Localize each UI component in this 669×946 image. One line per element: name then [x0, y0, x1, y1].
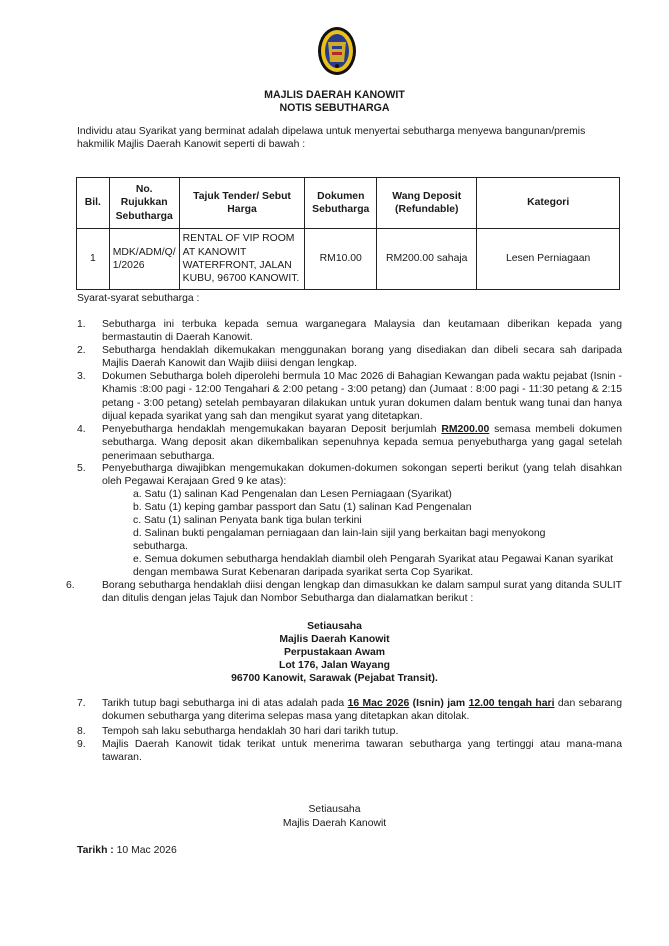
header-category: Kategori [477, 178, 620, 229]
address-line-4: Lot 176, Jalan Wayang [278, 660, 391, 671]
table-row [77, 229, 620, 290]
cell-document: RM10.00 [305, 229, 377, 290]
cell-deposit: RM200.00 sahaja [377, 229, 477, 290]
closing-date: 16 Mac 2026 [347, 698, 410, 709]
signoff-title: Setiausaha [308, 804, 361, 815]
condition-text: Tempoh sah laku sebutharga hendaklah 30 hari dari tarikh tutup. [102, 726, 399, 737]
cell-ref: MDK/ADM/Q/ 1/2026 [109, 229, 179, 290]
sub-item-e: e. Semua dokumen sebutharga hendaklah diambil oleh Pengarah Syarikat atau Pegawai Kanan syarikat dengan membawa Surat Kebenaran daripada syarikat serta Cop Syarikat. [133, 554, 614, 579]
address-line-1: Setiausaha [307, 621, 362, 632]
sub-item-b: b. Satu (1) keping gambar passport dan Satu (1) salinan Kad Pengenalan [133, 502, 472, 513]
condition-text: Penyebutharga diwajibkan mengemukakan dokumen-dokumen sokongan seperti berikut (yang telah disahkan oleh Pegawai Kerajaan Gred 9 ke atas): [102, 463, 622, 488]
condition-number: 1. [77, 319, 86, 330]
address-line-2: Majlis Daerah Kanowit [279, 634, 390, 645]
condition-text: Penyebutharga hendaklah mengemukakan bayaran Deposit berjumlah RM200.00 semasa membeli dokumen sebutharga. Wang deposit akan dikembalikan sepenuhnya kepada semua penyebutharga yang gagal setelah penerimaan sebutharga. [102, 424, 622, 462]
header-ref: No. Rujukkan Sebutharga [109, 178, 179, 229]
condition-text: Majlis Daerah Kanowit tidak terikat untuk menerima tawaran sebutharga yang tertinggi atau mana-mana tawaran. [102, 739, 622, 764]
condition-number: 6. [66, 580, 75, 591]
condition-text: Tarikh tutup bagi sebutharga ini di atas adalah pada 16 Mac 2026 (Isnin) jam 12.00 tengah hari dan sebarang dokumen sebutharga yang diterima selepas masa yang ditetapkan akan ditolak. [102, 698, 622, 723]
notice-title: NOTIS SEBUTHARGA [279, 102, 390, 114]
condition-text: Borang sebutharga hendaklah diisi dengan lengkap dan dimasukkan ke dalam sampul surat yang ditanda SULIT dan ditulis dengan jelas Tajuk dan Nombor Sebutharga dan dialamatkan berikut : [102, 580, 622, 605]
header-deposit: Wang Deposit (Refundable) [377, 178, 477, 229]
conditions-heading: Syarat-syarat sebutharga : [77, 293, 200, 304]
condition-number: 9. [77, 739, 86, 750]
sub-item-a: a. Satu (1) salinan Kad Pengenalan dan Lesen Perniagaan (Syarikat) [133, 489, 452, 500]
condition-text: Dokumen Sebutharga boleh diperolehi bermula 10 Mac 2026 di Bahagian Kewangan pada waktu pejabat (Isnin - Khamis :8:00 pagi - 12:00 Tengahari & 2:00 petang - 3:00 petang) dan (Jumaat : 8:00 pagi - 11:30 petang & 2:15 petang - 3:00 petang) setelah pembayaran dilakukan untuk yuran dokumen dalam bentuk wang tunai dan hanya dijual kepada syarikat yang sah dan mengikut syarat yang ditetapkan. [102, 371, 622, 422]
condition-number: 8. [77, 726, 86, 737]
condition-text: Sebutharga hendaklah dikemukakan menggunakan borang yang disediakan dan dibeli secara sah daripada Majlis Daerah Kanowit dan Wajib diiisi dengan lengkap. [102, 345, 622, 370]
address-line-5: 96700 Kanowit, Sarawak (Pejabat Transit). [231, 673, 438, 684]
condition-number: 7. [77, 698, 86, 709]
date-line [77, 844, 177, 857]
cell-bil: 1 [77, 229, 110, 290]
date-value: 10 Mac 2026 [116, 845, 177, 856]
cell-title: RENTAL OF VIP ROOM AT KANOWIT WATERFRONT, JALAN KUBU, 96700 KANOWIT. [179, 229, 305, 290]
cell-category: Lesen Perniagaan [477, 229, 620, 290]
sub-item-c: c. Satu (1) salinan Penyata bank tiga bulan terkini [133, 515, 362, 526]
council-crest-logo [317, 26, 357, 76]
condition-number: 2. [77, 345, 86, 356]
signoff-council: Majlis Daerah Kanowit [282, 818, 387, 829]
sub-item-d: d. Salinan bukti pengalaman perniagaan dan lain-lain sijil yang berkaitan bagi menyokong sebutharga. [133, 528, 546, 553]
table-header-row [77, 178, 620, 229]
header-title: Tajuk Tender/ Sebut Harga [179, 178, 305, 229]
condition-text: Sebutharga ini terbuka kepada semua warganegara Malaysia dan keutamaan diberikan kepada yang bermastautin di Daerah Kanowit. [102, 319, 622, 344]
header-document: Dokumen Sebutharga [305, 178, 377, 229]
closing-time: 12.00 tengah hari [468, 698, 555, 709]
date-label: Tarikh : [77, 845, 114, 856]
intro-paragraph: Individu atau Syarikat yang berminat adalah dipelawa untuk menyertai sebutharga menyewa bangunan/premis hakmilik Majlis Daerah Kanowit seperti di bawah : [77, 126, 586, 151]
condition-number: 3. [77, 371, 86, 382]
condition-number: 5. [77, 463, 86, 474]
header-bil: Bil. [77, 178, 110, 229]
council-heading: MAJLIS DAERAH KANOWIT [264, 89, 405, 101]
deposit-amount: RM200.00 [441, 424, 490, 435]
address-line-3: Perpustakaan Awam [283, 647, 386, 658]
condition-number: 4. [77, 424, 86, 435]
tender-table [76, 177, 620, 290]
